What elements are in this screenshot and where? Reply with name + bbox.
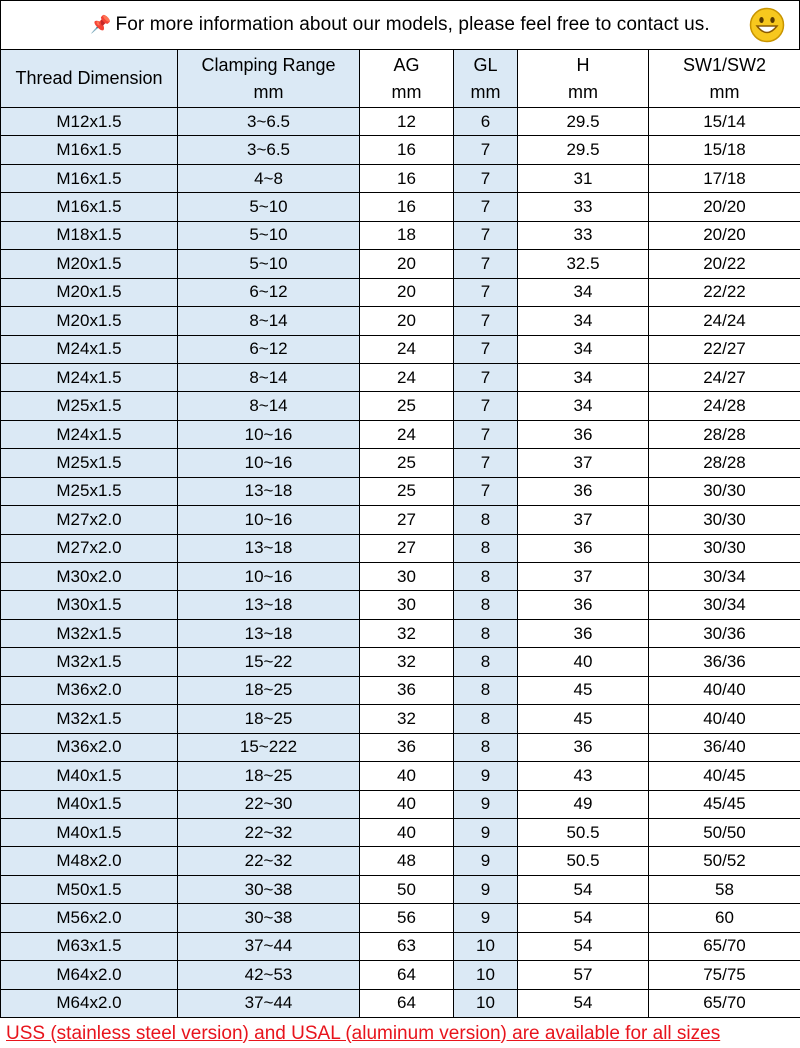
sw1-sw2-cell: 30/34 — [649, 563, 800, 591]
sw1-sw2-cell: 17/18 — [649, 164, 800, 192]
h-cell: 34 — [518, 363, 649, 391]
sw1-sw2-cell: 50/52 — [649, 847, 800, 875]
ag-cell: 48 — [360, 847, 454, 875]
gl-cell: 9 — [454, 790, 518, 818]
h-cell: 34 — [518, 307, 649, 335]
header-label: Clamping Range — [201, 54, 336, 75]
ag-cell: 40 — [360, 790, 454, 818]
sw1-sw2-cell: 60 — [649, 904, 800, 932]
clamping-range-cell: 15~22 — [178, 648, 360, 676]
h-cell: 40 — [518, 648, 649, 676]
table-row — [1, 847, 800, 875]
sw1-sw2-cell: 30/30 — [649, 477, 800, 505]
table-row — [1, 591, 800, 619]
sw1-sw2-cell: 40/45 — [649, 762, 800, 790]
sw1-sw2-cell: 20/20 — [649, 193, 800, 221]
ag-cell: 56 — [360, 904, 454, 932]
gl-cell: 10 — [454, 961, 518, 989]
h-cell: 54 — [518, 932, 649, 960]
ag-cell: 64 — [360, 989, 454, 1017]
table-row — [1, 563, 800, 591]
gl-cell: 10 — [454, 932, 518, 960]
table-row — [1, 904, 800, 932]
h-cell: 45 — [518, 705, 649, 733]
gl-cell: 7 — [454, 221, 518, 249]
ag-cell: 30 — [360, 563, 454, 591]
table-row — [1, 420, 800, 448]
gl-cell: 9 — [454, 904, 518, 932]
thread-dimension-cell: M48x2.0 — [1, 847, 178, 875]
h-cell: 50.5 — [518, 818, 649, 846]
contact-banner — [0, 0, 800, 49]
clamping-range-cell: 42~53 — [178, 961, 360, 989]
table-row — [1, 619, 800, 647]
table-body — [1, 108, 800, 1018]
ag-cell: 40 — [360, 818, 454, 846]
clamping-range-cell: 13~18 — [178, 591, 360, 619]
gl-cell: 8 — [454, 534, 518, 562]
table-header — [1, 50, 800, 108]
clamping-range-cell: 6~12 — [178, 278, 360, 306]
sw1-sw2-cell: 24/24 — [649, 307, 800, 335]
table-row — [1, 932, 800, 960]
sw1-sw2-cell: 36/36 — [649, 648, 800, 676]
table-row — [1, 534, 800, 562]
thread-dimension-cell: M12x1.5 — [1, 108, 178, 136]
ag-cell: 24 — [360, 363, 454, 391]
table-row — [1, 164, 800, 192]
thread-dimension-cell: M63x1.5 — [1, 932, 178, 960]
thread-dimension-cell: M40x1.5 — [1, 818, 178, 846]
sw1-sw2-cell: 20/20 — [649, 221, 800, 249]
gl-cell: 7 — [454, 278, 518, 306]
ag-cell: 25 — [360, 477, 454, 505]
ag-header — [360, 50, 454, 108]
clamping-range-cell: 22~32 — [178, 847, 360, 875]
table-row — [1, 250, 800, 278]
h-cell: 31 — [518, 164, 649, 192]
thread-dimension-cell: M16x1.5 — [1, 136, 178, 164]
gl-cell: 7 — [454, 307, 518, 335]
h-cell: 49 — [518, 790, 649, 818]
h-cell: 34 — [518, 278, 649, 306]
h-cell: 34 — [518, 392, 649, 420]
ag-cell: 24 — [360, 420, 454, 448]
clamping-range-cell: 37~44 — [178, 989, 360, 1017]
header-row — [1, 50, 800, 108]
clamping-range-cell: 18~25 — [178, 762, 360, 790]
clamping-range-cell: 3~6.5 — [178, 136, 360, 164]
sw1-sw2-cell: 75/75 — [649, 961, 800, 989]
sw1-sw2-cell: 50/50 — [649, 818, 800, 846]
header-label: Thread Dimension — [15, 68, 163, 88]
ag-cell: 32 — [360, 705, 454, 733]
thread-dimension-cell: M30x1.5 — [1, 591, 178, 619]
thread-dimension-cell: M36x2.0 — [1, 733, 178, 761]
thread-dimension-cell: M56x2.0 — [1, 904, 178, 932]
thread-dimension-cell: M18x1.5 — [1, 221, 178, 249]
gl-cell: 7 — [454, 250, 518, 278]
gl-cell: 7 — [454, 136, 518, 164]
header-unit: mm — [391, 81, 422, 102]
clamping-range-cell: 8~14 — [178, 307, 360, 335]
clamping-range-cell: 13~18 — [178, 619, 360, 647]
h-cell: 36 — [518, 477, 649, 505]
gl-cell: 8 — [454, 733, 518, 761]
sw1-sw2-cell: 20/22 — [649, 250, 800, 278]
ag-cell: 36 — [360, 733, 454, 761]
table-row — [1, 506, 800, 534]
table-row — [1, 989, 800, 1017]
ag-cell: 63 — [360, 932, 454, 960]
thread-dimension-cell: M40x1.5 — [1, 762, 178, 790]
gl-cell: 8 — [454, 619, 518, 647]
clamping-range-cell: 8~14 — [178, 392, 360, 420]
h-cell: 37 — [518, 506, 649, 534]
thread-dimension-cell: M64x2.0 — [1, 961, 178, 989]
clamping-range-cell: 8~14 — [178, 363, 360, 391]
ag-cell: 25 — [360, 449, 454, 477]
header-label: AG — [393, 54, 420, 75]
gl-cell: 10 — [454, 989, 518, 1017]
h-cell: 54 — [518, 904, 649, 932]
h-cell: 50.5 — [518, 847, 649, 875]
h-cell: 29.5 — [518, 136, 649, 164]
clamping-range-cell: 6~12 — [178, 335, 360, 363]
pushpin-icon: 📌 — [90, 15, 112, 34]
ag-cell: 27 — [360, 506, 454, 534]
thread-dimension-cell: M25x1.5 — [1, 477, 178, 505]
sw1-sw2-cell: 24/27 — [649, 363, 800, 391]
sw1-sw2-cell: 22/27 — [649, 335, 800, 363]
h-cell: 57 — [518, 961, 649, 989]
thread-dimension-cell: M40x1.5 — [1, 790, 178, 818]
ag-cell: 24 — [360, 335, 454, 363]
table-row — [1, 221, 800, 249]
sw1-sw2-cell: 40/40 — [649, 705, 800, 733]
sw1-sw2-cell: 15/18 — [649, 136, 800, 164]
thread-dimension-cell: M25x1.5 — [1, 449, 178, 477]
thread-dimension-cell: M25x1.5 — [1, 392, 178, 420]
thread-dimension-cell: M20x1.5 — [1, 307, 178, 335]
sw1-sw2-cell: 45/45 — [649, 790, 800, 818]
table-row — [1, 733, 800, 761]
header-label: H — [576, 54, 590, 75]
sw1-sw2-cell: 22/22 — [649, 278, 800, 306]
sw1-sw2-header — [649, 50, 800, 108]
h-cell: 45 — [518, 676, 649, 704]
gl-cell: 9 — [454, 875, 518, 903]
thread-dimension-cell: M20x1.5 — [1, 250, 178, 278]
sw1-sw2-cell: 65/70 — [649, 932, 800, 960]
gl-cell: 8 — [454, 506, 518, 534]
table-row — [1, 392, 800, 420]
table-row — [1, 278, 800, 306]
header-label: SW1/SW2 — [682, 54, 766, 75]
gl-cell: 7 — [454, 193, 518, 221]
h-cell: 36 — [518, 619, 649, 647]
gl-cell: 7 — [454, 420, 518, 448]
ag-cell: 50 — [360, 875, 454, 903]
h-cell: 43 — [518, 762, 649, 790]
table-row — [1, 790, 800, 818]
clamping-range-cell: 4~8 — [178, 164, 360, 192]
table-row — [1, 648, 800, 676]
table-row — [1, 705, 800, 733]
gl-cell: 7 — [454, 477, 518, 505]
clamping-range-cell: 10~16 — [178, 506, 360, 534]
table-row — [1, 818, 800, 846]
ag-cell: 36 — [360, 676, 454, 704]
table-row — [1, 449, 800, 477]
h-cell: 36 — [518, 733, 649, 761]
thread-dimension-cell: M30x2.0 — [1, 563, 178, 591]
thread-dimension-cell: M32x1.5 — [1, 648, 178, 676]
thread-dimension-cell: M24x1.5 — [1, 335, 178, 363]
header-unit: mm — [253, 81, 284, 102]
gl-cell: 9 — [454, 847, 518, 875]
clamping-range-cell: 13~18 — [178, 477, 360, 505]
thread-dimension-cell: M64x2.0 — [1, 989, 178, 1017]
ag-cell: 40 — [360, 762, 454, 790]
ag-cell: 16 — [360, 193, 454, 221]
clamping-range-cell: 5~10 — [178, 193, 360, 221]
banner-text: For more information about our models, please feel free to contact us. — [115, 14, 710, 35]
header-unit: mm — [709, 81, 740, 102]
thread-dimension-cell: M16x1.5 — [1, 164, 178, 192]
h-cell: 36 — [518, 591, 649, 619]
table-row — [1, 136, 800, 164]
ag-cell: 18 — [360, 221, 454, 249]
table-row — [1, 108, 800, 136]
h-cell: 54 — [518, 875, 649, 903]
table-row — [1, 762, 800, 790]
h-cell: 36 — [518, 534, 649, 562]
gl-cell: 8 — [454, 648, 518, 676]
gl-cell: 9 — [454, 762, 518, 790]
sw1-sw2-cell: 30/30 — [649, 506, 800, 534]
sw1-sw2-cell: 28/28 — [649, 420, 800, 448]
thread-dimension-cell: M24x1.5 — [1, 420, 178, 448]
clamping-range-cell: 18~25 — [178, 705, 360, 733]
ag-cell: 20 — [360, 307, 454, 335]
h-cell: 29.5 — [518, 108, 649, 136]
table-row — [1, 477, 800, 505]
h-header — [518, 50, 649, 108]
gl-cell: 8 — [454, 676, 518, 704]
ag-cell: 20 — [360, 278, 454, 306]
ag-cell: 12 — [360, 108, 454, 136]
thread-dimension-cell: M27x2.0 — [1, 534, 178, 562]
gl-cell: 7 — [454, 164, 518, 192]
clamping-range-cell: 5~10 — [178, 221, 360, 249]
gl-header — [454, 50, 518, 108]
clamping-range-cell: 10~16 — [178, 449, 360, 477]
table-row — [1, 363, 800, 391]
ag-cell: 32 — [360, 648, 454, 676]
ag-cell: 16 — [360, 136, 454, 164]
ag-cell: 32 — [360, 619, 454, 647]
thread-dimension-cell: M32x1.5 — [1, 619, 178, 647]
table-row — [1, 307, 800, 335]
smiley-face-icon — [749, 7, 785, 43]
gl-cell: 7 — [454, 363, 518, 391]
clamping-range-header — [178, 50, 360, 108]
table-row — [1, 676, 800, 704]
ag-cell: 25 — [360, 392, 454, 420]
clamping-range-cell: 10~16 — [178, 420, 360, 448]
thread-dimension-cell: M16x1.5 — [1, 193, 178, 221]
sw1-sw2-cell: 65/70 — [649, 989, 800, 1017]
clamping-range-cell: 22~30 — [178, 790, 360, 818]
gl-cell: 8 — [454, 563, 518, 591]
gl-cell: 8 — [454, 705, 518, 733]
clamping-range-cell: 10~16 — [178, 563, 360, 591]
spec-table — [0, 49, 800, 1018]
gl-cell: 7 — [454, 392, 518, 420]
gl-cell: 8 — [454, 591, 518, 619]
thread-dimension-cell: M50x1.5 — [1, 875, 178, 903]
table-row — [1, 961, 800, 989]
thread-dimension-header — [1, 50, 178, 108]
clamping-range-cell: 15~222 — [178, 733, 360, 761]
sw1-sw2-cell: 24/28 — [649, 392, 800, 420]
sw1-sw2-cell: 40/40 — [649, 676, 800, 704]
table-row — [1, 193, 800, 221]
clamping-range-cell: 18~25 — [178, 676, 360, 704]
gl-cell: 9 — [454, 818, 518, 846]
ag-cell: 30 — [360, 591, 454, 619]
thread-dimension-cell: M27x2.0 — [1, 506, 178, 534]
clamping-range-cell: 37~44 — [178, 932, 360, 960]
sw1-sw2-cell: 30/30 — [649, 534, 800, 562]
h-cell: 37 — [518, 563, 649, 591]
sw1-sw2-cell: 15/14 — [649, 108, 800, 136]
ag-cell: 27 — [360, 534, 454, 562]
gl-cell: 6 — [454, 108, 518, 136]
thread-dimension-cell: M32x1.5 — [1, 705, 178, 733]
table-row — [1, 335, 800, 363]
clamping-range-cell: 30~38 — [178, 875, 360, 903]
sw1-sw2-cell: 28/28 — [649, 449, 800, 477]
sw1-sw2-cell: 30/36 — [649, 619, 800, 647]
availability-note: USS (stainless steel version) and USAL (aluminum version) are available for all sizes — [6, 1022, 721, 1044]
header-unit: mm — [568, 81, 598, 102]
clamping-range-cell: 30~38 — [178, 904, 360, 932]
table-row — [1, 875, 800, 903]
h-cell: 36 — [518, 420, 649, 448]
thread-dimension-cell: M20x1.5 — [1, 278, 178, 306]
clamping-range-cell: 5~10 — [178, 250, 360, 278]
h-cell: 34 — [518, 335, 649, 363]
sw1-sw2-cell: 36/40 — [649, 733, 800, 761]
sw1-sw2-cell: 30/34 — [649, 591, 800, 619]
h-cell: 32.5 — [518, 250, 649, 278]
clamping-range-cell: 22~32 — [178, 818, 360, 846]
thread-dimension-cell: M36x2.0 — [1, 676, 178, 704]
ag-cell: 20 — [360, 250, 454, 278]
h-cell: 33 — [518, 193, 649, 221]
gl-cell: 7 — [454, 449, 518, 477]
thread-dimension-cell: M24x1.5 — [1, 363, 178, 391]
clamping-range-cell: 13~18 — [178, 534, 360, 562]
h-cell: 33 — [518, 221, 649, 249]
h-cell: 54 — [518, 989, 649, 1017]
h-cell: 37 — [518, 449, 649, 477]
header-label: GL — [473, 54, 498, 75]
clamping-range-cell: 3~6.5 — [178, 108, 360, 136]
ag-cell: 16 — [360, 164, 454, 192]
sw1-sw2-cell: 58 — [649, 875, 800, 903]
ag-cell: 64 — [360, 961, 454, 989]
gl-cell: 7 — [454, 335, 518, 363]
header-unit: mm — [470, 81, 501, 102]
